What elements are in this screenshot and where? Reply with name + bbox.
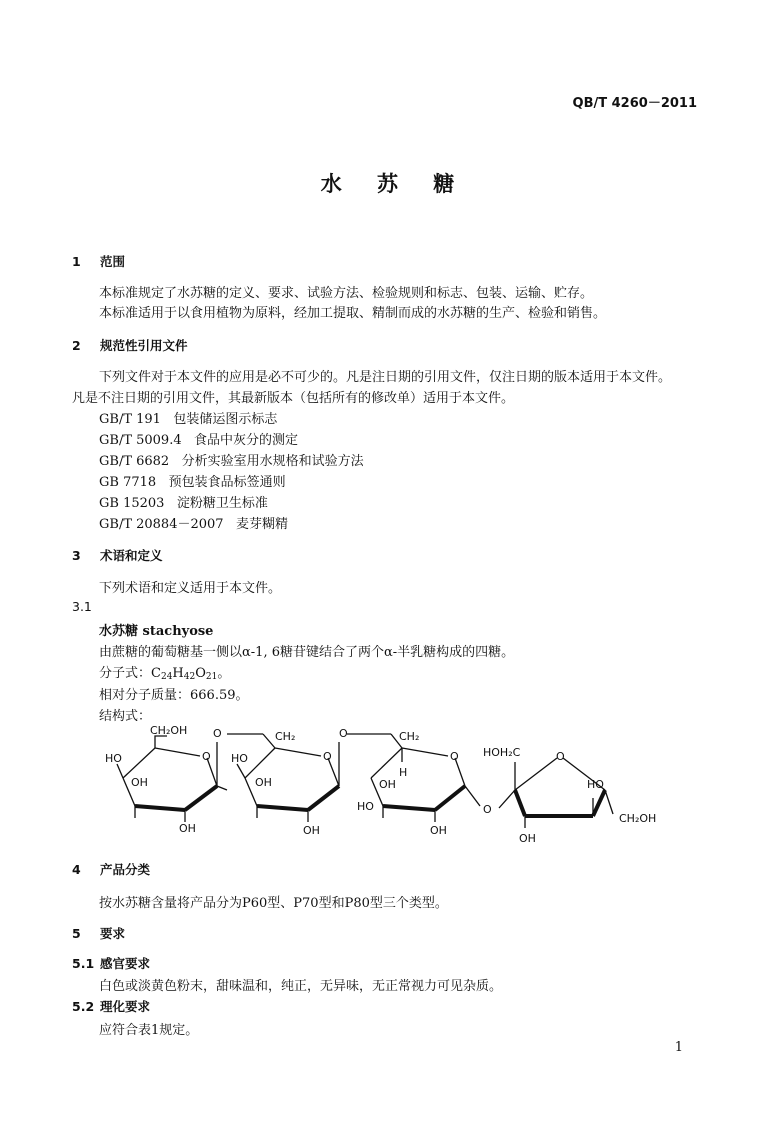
section-title: 理化要求 [100, 999, 151, 1014]
formula-element: C [151, 666, 161, 681]
atom-label: H [399, 766, 408, 779]
atom-label: CH₂OH [150, 724, 188, 737]
section-number: 3 [72, 548, 81, 563]
atom-label: CH₂ [275, 730, 296, 743]
atom-label: HO [105, 752, 122, 765]
atom-label: HOH₂C [483, 746, 521, 759]
section-1-heading [72, 252, 125, 270]
molecular-formula [99, 662, 230, 681]
reference-item [99, 492, 268, 511]
paragraph: 白色或淡黄色粉末，甜味温和，纯正，无异味，无正常视力可见杂质。 [99, 979, 503, 994]
formula-end: 。 [217, 666, 231, 681]
section-title: 要求 [100, 926, 126, 941]
atom-label: HO [357, 800, 374, 813]
atom-label: HO [231, 752, 248, 765]
ref-name: 分析实验室用水规格和试验方法 [181, 454, 364, 469]
paragraph: 下列术语和定义适用于本文件。 [99, 581, 282, 596]
definition: 由蔗糖的葡萄糖基一侧以α-1, 6糖苷键结合了两个α-半乳糖构成的四糖。 [99, 645, 515, 660]
atom-label: OH [131, 776, 148, 789]
section-title: 术语和定义 [100, 548, 163, 563]
reference-item [99, 429, 298, 448]
formula-subscript: 24 [160, 672, 173, 682]
paragraph: 应符合表1规定。 [99, 1023, 199, 1038]
atom-label: O [450, 750, 459, 763]
section-number: 5 [72, 926, 81, 941]
molecular-mass: 相对分子质量：666.59。 [99, 688, 249, 703]
reference-item [99, 471, 286, 490]
atom-label: HO [587, 778, 604, 791]
paragraph: 本标准适用于以食用植物为原料，经加工提取、精制而成的水苏糖的生产、检验和销售。 [99, 306, 607, 321]
section-title: 感官要求 [100, 956, 151, 971]
section-number: 4 [72, 862, 81, 877]
molecule-labels [105, 724, 656, 845]
structural-formula [95, 718, 675, 853]
section-number: 5.2 [72, 999, 95, 1014]
reference-item [99, 513, 288, 532]
formula-subscript: 21 [205, 672, 218, 682]
atom-label: OH [430, 824, 447, 837]
atom-label: OH [303, 824, 320, 837]
ref-name: 预包装食品标签通则 [168, 475, 286, 490]
molecule-bonds [117, 734, 613, 828]
ref-code: GB/T 191 [99, 412, 161, 427]
ref-code: GB/T 5009.4 [99, 433, 182, 448]
ref-code: GB 15203 [99, 496, 165, 511]
subsection-number: 3.1 [72, 599, 92, 614]
ref-name: 麦芽糊精 [235, 517, 288, 532]
structure-label: 结构式： [99, 709, 152, 724]
paragraph: 按水苏糖含量将产品分为P60型、P70型和P80型三个类型。 [99, 896, 448, 911]
atom-label: O [323, 750, 332, 763]
atom-label: CH₂ [399, 730, 420, 743]
paragraph: 本标准规定了水苏糖的定义、要求、试验方法、检验规则和标志、包装、运输、贮存。 [99, 286, 594, 301]
atom-label: O [202, 750, 211, 763]
formula-element: O [195, 666, 206, 681]
reference-item [99, 408, 277, 427]
ref-name: 淀粉糖卫生标准 [176, 496, 268, 511]
section-title: 产品分类 [100, 862, 151, 877]
atom-label: CH₂OH [619, 812, 657, 825]
section-number: 2 [72, 338, 81, 353]
atom-label: O [339, 727, 348, 740]
page-number: 1 [674, 1040, 683, 1055]
ref-code: GB 7718 [99, 475, 157, 490]
section-3-heading [72, 546, 163, 564]
section-number: 1 [72, 254, 81, 269]
subsection-5-1-heading [72, 954, 150, 972]
standard-number: QB/T 4260－2011 [572, 96, 697, 111]
subsection-5-2-heading [72, 997, 150, 1015]
paragraph: 下列文件对于本文件的应用是必不可少的。凡是注日期的引用文件，仅注日期的版本适用于本文件。 [99, 370, 672, 385]
atom-label: OH [179, 822, 196, 835]
ref-code: GB/T 6682 [99, 454, 170, 469]
atom-label: OH [379, 778, 396, 791]
section-title: 范围 [100, 254, 126, 269]
section-number: 5.1 [72, 956, 95, 971]
section-4-heading [72, 860, 150, 878]
term-heading: 水苏糖 stachyose [99, 624, 214, 639]
formula-label: 分子式： [99, 666, 152, 681]
section-title: 规范性引用文件 [100, 338, 188, 353]
atom-label: O [483, 803, 492, 816]
formula-element: H [172, 666, 184, 681]
paragraph: 凡是不注日期的引用文件，其最新版本（包括所有的修改单）适用于本文件。 [72, 391, 515, 406]
atom-label: O [556, 750, 565, 763]
atom-label: O [213, 727, 222, 740]
formula-subscript: 42 [183, 672, 196, 682]
document-title: 水 苏 糖 [320, 172, 469, 196]
ref-code: GB/T 20884－2007 [99, 517, 224, 532]
atom-label: OH [255, 776, 272, 789]
atom-label: OH [519, 832, 536, 845]
section-5-heading [72, 924, 125, 942]
section-2-heading [72, 336, 188, 354]
ref-name: 食品中灰分的测定 [194, 433, 299, 448]
reference-item [99, 450, 364, 469]
ref-name: 包装储运图示标志 [173, 412, 278, 427]
